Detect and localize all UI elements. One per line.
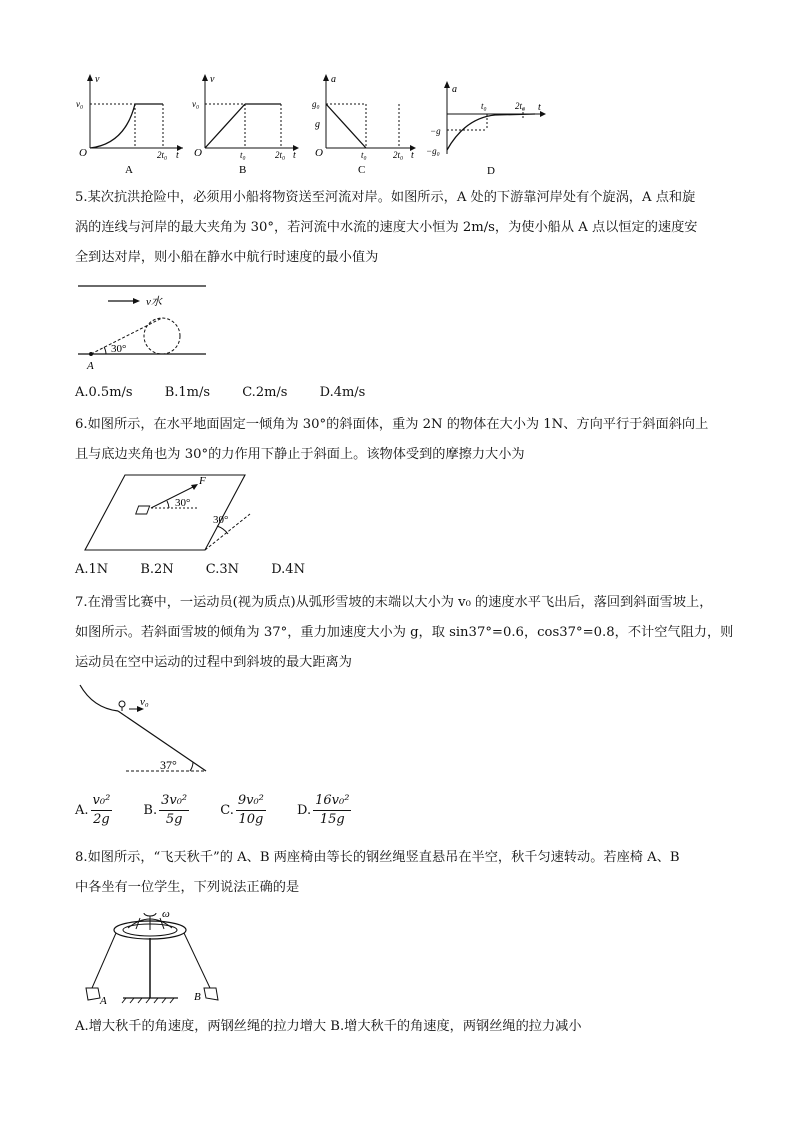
q7-angle-label: 37° xyxy=(160,758,177,772)
q7-velocity-label: v₀ xyxy=(140,696,149,708)
graph-b-origin: O xyxy=(194,147,202,159)
graph-c-t: t xyxy=(411,150,414,161)
q7-option-c-den: 10g xyxy=(238,812,264,827)
q7-option-b-num: 3v₀² xyxy=(159,792,189,811)
q6-option-d[interactable]: D.4N xyxy=(271,562,305,577)
q7-stem xyxy=(75,588,733,678)
graph-d xyxy=(425,78,555,178)
q7-line-2: 如图所示。若斜面雪坡的倾角为 37°，重力加速度大小为 g，取 sin37°=0.6，cos37°=0.8，不计空气阻力，则 xyxy=(75,625,734,640)
q5-options xyxy=(75,385,393,400)
q8-line-1: 8.如图所示，“飞天秋千”的 A、B 两座椅由等长的钢丝绳竖直悬吊在半空，秋千匀速转动。若座椅 A、B xyxy=(75,850,680,865)
graph-c-t2: 2t₀ xyxy=(393,150,404,160)
q7-options xyxy=(75,792,377,829)
q7-option-d[interactable] xyxy=(297,792,351,829)
graph-a-y-label: v xyxy=(95,74,100,85)
q7-option-d-label: D. xyxy=(297,803,312,818)
q7-option-b[interactable] xyxy=(143,792,189,829)
q5-line-1: 5.某次抗洪抢险中，必须用小船将物资送至河流对岸。如图所示，A 处的下游靠河岸处有个旋涡，A 点和旋 xyxy=(75,190,696,205)
q7-option-a-label: A. xyxy=(75,803,89,818)
q7-option-a-den: 2g xyxy=(93,812,110,827)
graph-c-t0: t₀ xyxy=(361,150,367,160)
q5-angle-label: 30° xyxy=(111,343,127,355)
q7-option-a[interactable] xyxy=(75,792,112,829)
q8-options-line[interactable]: A.增大秋千的角速度，两钢丝绳的拉力增大 B.增大秋千的角速度，两钢丝绳的拉力减小 xyxy=(75,1019,582,1034)
q5-line-3: 全到达对岸，则小船在静水中航行时速度的最小值为 xyxy=(75,250,379,265)
q7-option-c[interactable] xyxy=(220,792,266,829)
q5-option-b[interactable]: B.1m/s xyxy=(164,385,211,400)
q7-option-c-num: 9v₀² xyxy=(236,792,266,811)
q5-flow-label: v水 xyxy=(146,296,162,308)
graph-c-g: g xyxy=(315,119,320,130)
q5-option-c[interactable]: C.2m/s xyxy=(242,385,288,400)
graph-d-t0: t₀ xyxy=(481,101,487,111)
graph-c-g0: g₀ xyxy=(312,99,320,109)
q6-line-2: 且与底边夹角也为 30°的力作用下静止于斜面上。该物体受到的摩擦力大小为 xyxy=(75,447,525,462)
q7-option-b-label: B. xyxy=(143,803,158,818)
q6-options xyxy=(75,562,333,577)
q7-option-a-num: v₀² xyxy=(91,792,113,811)
graph-a xyxy=(75,72,185,177)
graph-d-y-label: a xyxy=(452,84,457,95)
q5-option-d[interactable]: D.4m/s xyxy=(319,385,366,400)
q8-seat-b-label: B xyxy=(194,991,201,1003)
q7-option-b-den: 5g xyxy=(165,812,183,827)
q6-option-c[interactable]: C.3N xyxy=(205,562,240,577)
graph-c-y-label: a xyxy=(331,74,336,85)
graph-d-label: D xyxy=(487,165,495,177)
q7-option-d-num: 16v₀² xyxy=(313,792,351,811)
q8-omega-label: ω xyxy=(162,908,170,920)
graph-c xyxy=(311,72,421,177)
graph-a-label: A xyxy=(125,164,133,176)
q6-force-label: F xyxy=(199,475,206,487)
graph-b xyxy=(193,72,303,177)
q7-option-d-den: 15g xyxy=(319,812,345,827)
q6-angle1-label: 30° xyxy=(175,497,191,509)
q7-ski-figure xyxy=(78,683,213,775)
graph-c-origin: O xyxy=(315,147,323,159)
graph-b-t0: t₀ xyxy=(240,150,246,160)
graph-c-label: C xyxy=(358,164,366,176)
q5-option-a[interactable]: A.0.5m/s xyxy=(75,385,133,400)
q8-stem xyxy=(75,843,680,903)
q6-option-b[interactable]: B.2N xyxy=(140,562,174,577)
q5-point-a: A xyxy=(87,360,94,372)
graph-d-t2: 2t₀ xyxy=(515,101,526,111)
q6-incline-figure xyxy=(85,472,255,554)
q6-stem xyxy=(75,410,708,470)
q5-stem xyxy=(75,183,697,273)
graph-a-t: t xyxy=(176,150,179,161)
q8-line-2: 中各坐有一位学生，下列说法正确的是 xyxy=(75,880,300,895)
q6-line-1: 6.如图所示，在水平地面固定一倾角为 30°的斜面体，重为 2N 的物体在大小为 1N、方向平行于斜面斜向上 xyxy=(75,417,709,432)
graph-b-y-label: v xyxy=(210,74,215,85)
q5-line-2: 涡的连线与河岸的最大夹角为 30°，若河流中水流的速度大小恒为 2m/s，为使小船从 A 点以恒定的速度安 xyxy=(75,220,698,235)
graph-d-t: t xyxy=(538,102,541,113)
graph-d-neg-g: −g xyxy=(430,126,441,136)
q6-angle2-label: 30° xyxy=(213,514,229,526)
graph-a-v0: v₀ xyxy=(76,99,84,109)
q8-swing-figure xyxy=(78,908,228,1008)
graph-b-label: B xyxy=(239,164,247,176)
graph-a-t2: 2t₀ xyxy=(157,150,168,160)
graph-b-t: t xyxy=(293,150,296,161)
q7-line-1: 7.在滑雪比赛中，一运动员(视为质点)从弧形雪坡的末端以大小为 v₀ 的速度水平飞出后，落回到斜面雪坡上， xyxy=(75,595,713,610)
q8-seat-a-label: A xyxy=(100,995,107,1007)
graph-a-origin: O xyxy=(79,147,87,159)
q7-line-3: 运动员在空中运动的过程中到斜坡的最大距离为 xyxy=(75,655,352,670)
q5-river-figure xyxy=(78,280,208,372)
q7-option-c-label: C. xyxy=(220,803,234,818)
graph-b-t2: 2t₀ xyxy=(275,150,286,160)
graph-b-v0: v₀ xyxy=(192,99,200,109)
q6-option-a[interactable]: A.1N xyxy=(75,562,109,577)
graph-d-neg-g0: −g₀ xyxy=(426,146,440,156)
